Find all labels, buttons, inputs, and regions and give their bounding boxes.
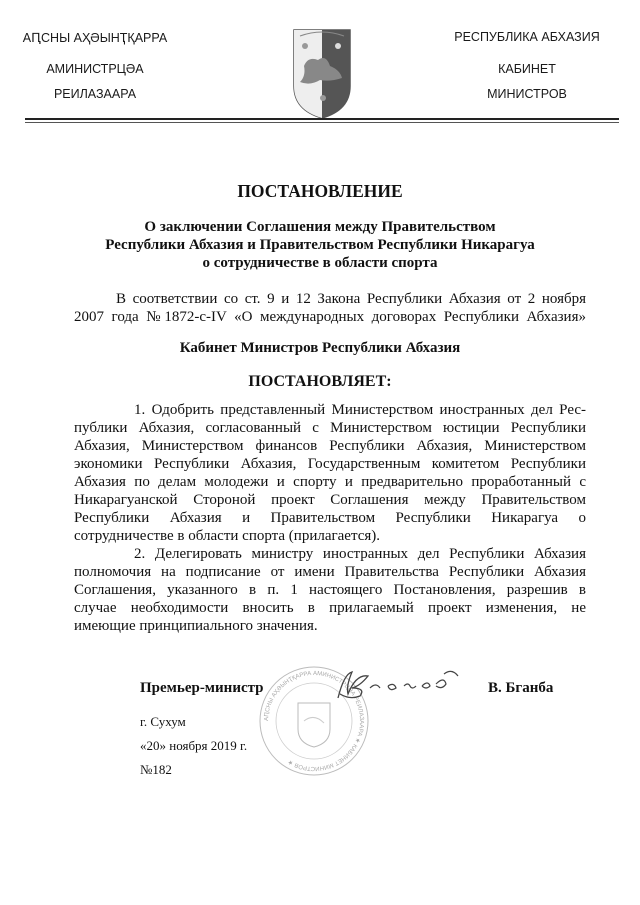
subtitle-line: о сотрудничестве в области спорта [202,255,438,271]
document-title: ПОСТАНОВЛЕНИЕ [237,181,403,201]
header-right-line-2: КАБИНЕТ [498,62,556,76]
paragraph-2-line: Соглашения, указанного в п. 1 настоящего Постановления, разрешив в [74,582,586,598]
paragraph-1-line: сотрудничестве в области спорта (прилагается). [74,528,380,544]
paragraph-1-line: экономики Республики Абхазия, Государственным комитетом Республики [74,456,586,472]
paragraph-1-line: Республики Абхазия и Правительством Республики Никарагуа о [74,510,586,526]
paragraph-2-line: случае необходимости вносить в прилагаемый проект изменения, не [74,600,586,616]
header-divider-thin [25,122,619,123]
subtitle-line: О заключении Соглашения между Правительством [144,219,496,235]
paragraph-1-line: Абхазия по делам молодежи и спорту и предварительно проработанный с [74,474,586,490]
signatory-position: Премьер-министр [140,680,264,696]
header-left-line-3: РЕИЛАЗААРА [53,87,137,101]
subtitle-line: Республики Абхазия и Правительством Республики Никарагуа [105,237,535,253]
issuer: Кабинет Министров Республики Абхазия [179,340,461,356]
paragraph-1-line: 1. Одобрить представленный Министерством иностранных дел Рес- [134,402,586,418]
preamble-line: 2007 года №1872-с-IV «О международных договорах Республики Абхазия» [74,309,586,325]
handwritten-signature [326,664,466,704]
coat-of-arms-emblem [290,26,354,120]
svg-text:АԤСНЫ АҲӘЫНҬҚАРРА АМИНИСТРЦӘА: АԤСНЫ АҲӘЫНҬҚАРРА АМИНИСТРЦӘА РЕИЛАЗААРА ★ КАБИНЕТ МИНИСТРОВ ★ [263,670,365,772]
paragraph-1-line: Никарагуанской Стороной проект Соглашения между Правительством [74,492,586,508]
paragraph-2-line: 2. Делегировать министру иностранных дел Республики Абхазия [134,546,586,562]
header-left-line-2: АМИНИСТРЦӘА [46,62,144,76]
decrees-heading: ПОСТАНОВЛЯЕТ: [248,373,392,390]
document-number: №182 [140,762,172,777]
paragraph-1-line: публики Абхазия, согласованный с Министерством юстиции Республики [74,420,586,436]
preamble-line: В соответствии со ст. 9 и 12 Закона Республики Абхазия от 2 ноября [116,291,586,307]
city: г. Сухум [140,714,186,729]
paragraph-2-line: полномочия на подписание от имени Правительства Республики Абхазия [74,564,586,580]
signatory-name: В. Бганба [488,680,554,696]
header-divider [25,118,619,120]
document-subtitle [0,218,640,272]
date: «20» ноября 2019 г. [140,738,248,753]
header-left-line-1: АԤСНЫ АҲӘЫНҬҚАРРА [22,31,168,45]
header-right-line-1: РЕСПУБЛИКА АБХАЗИЯ [454,30,600,44]
paragraph-1-line: Абхазия, Министерством финансов Республики Абхазия, Министерством [74,438,586,454]
paragraph-2-line: имеющие принципиального значения. [74,618,318,634]
header-right-line-3: МИНИСТРОВ [487,87,567,101]
